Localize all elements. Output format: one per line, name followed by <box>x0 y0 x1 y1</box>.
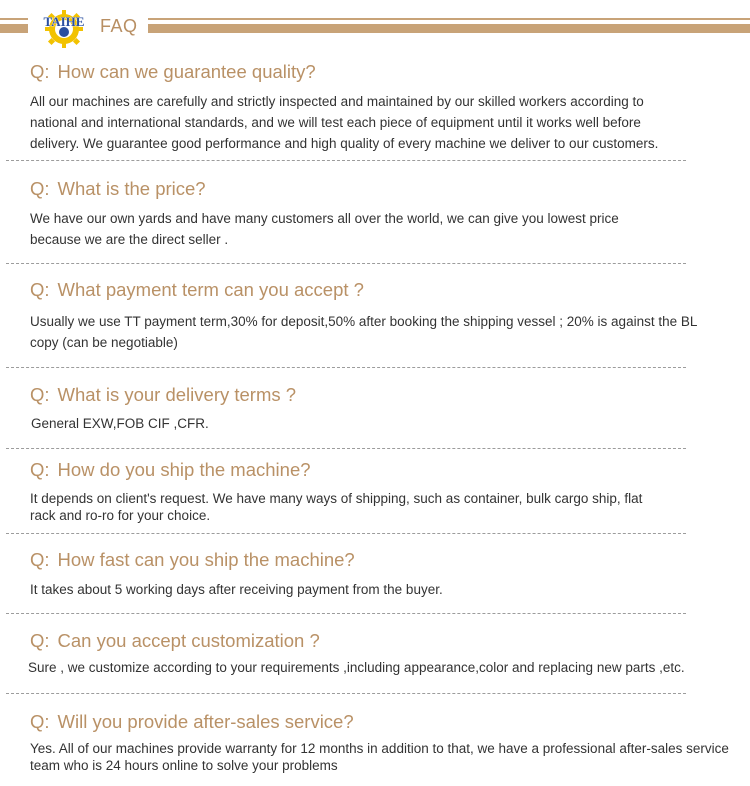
answer-line: It depends on client's request. We have many ways of shipping, such as container, bulk cargo ship, flat <box>30 491 643 506</box>
q-prefix: Q: <box>30 384 50 405</box>
question-text: Can you accept customization ? <box>57 630 320 651</box>
faq-answer <box>28 657 685 678</box>
faq-question <box>30 459 311 481</box>
faq-answer <box>30 579 443 600</box>
faq-answer <box>30 91 658 154</box>
answer-line: Usually we use TT payment term,30% for deposit,50% after booking the shipping vessel ; 20% is against the BL <box>30 314 698 329</box>
q-prefix: Q: <box>30 711 50 732</box>
question-text: How fast can you ship the machine? <box>57 549 355 570</box>
answer-line: All our machines are carefully and strictly inspected and maintained by our skilled workers according to <box>30 94 644 109</box>
faq-question <box>30 630 320 652</box>
answer-line: national and international standards, and we will test each piece of equipment until it works well before <box>30 115 641 130</box>
faq-question <box>30 178 206 200</box>
dashed-divider <box>6 693 686 694</box>
header-rule-left-thin <box>0 18 28 20</box>
question-text: What is the price? <box>57 178 206 199</box>
q-prefix: Q: <box>30 178 50 199</box>
q-prefix: Q: <box>30 549 50 570</box>
dashed-divider <box>6 160 686 161</box>
q-prefix: Q: <box>30 279 50 300</box>
question-text: Will you provide after-sales service? <box>57 711 354 732</box>
dashed-divider <box>6 533 686 534</box>
dashed-divider <box>6 448 686 449</box>
answer-line: team who is 24 hours online to solve your problems <box>30 758 338 773</box>
faq-answer <box>30 208 619 250</box>
page-title: FAQ <box>100 16 138 36</box>
taihe-logo-icon <box>36 4 92 50</box>
header-rule-left-thick <box>0 24 28 33</box>
answer-line: rack and ro-ro for your choice. <box>30 508 211 523</box>
faq-question <box>30 384 296 406</box>
answer-line: delivery. We guarantee good performance and high quality of every machine we deliver to our customers. <box>30 136 659 151</box>
question-text: What is your delivery terms ? <box>57 384 297 405</box>
faq-question <box>30 279 364 301</box>
logo-wordmark: TAIHE <box>43 14 85 29</box>
dashed-divider <box>6 367 686 368</box>
answer-line: We have our own yards and have many customers all over the world, we can give you lowest price <box>30 211 619 226</box>
header-rule-right-thin <box>148 18 750 20</box>
answer-line: copy (can be negotiable) <box>30 335 178 350</box>
dashed-divider <box>6 613 686 614</box>
faq-question <box>30 711 354 733</box>
q-prefix: Q: <box>30 459 50 480</box>
faq-answer <box>31 413 209 434</box>
faq-question <box>30 61 316 83</box>
answer-line: Yes. All of our machines provide warranty for 12 months in addition to that, we have a professional after-sales service <box>30 741 729 756</box>
q-prefix: Q: <box>30 630 50 651</box>
faq-answer <box>30 311 697 353</box>
answer-line: because we are the direct seller . <box>30 232 229 247</box>
faq-answer <box>30 740 750 774</box>
answer-line: It takes about 5 working days after receiving payment from the buyer. <box>30 582 443 597</box>
answer-line: General EXW,FOB CIF ,CFR. <box>31 416 209 431</box>
question-text: How can we guarantee quality? <box>57 61 316 82</box>
q-prefix: Q: <box>30 61 50 82</box>
faq-question <box>30 549 355 571</box>
header-rule-right-thick <box>148 24 750 33</box>
question-text: What payment term can you accept ? <box>57 279 364 300</box>
answer-line: Sure , we customize according to your requirements ,including appearance,color and replacing new parts ,etc. <box>28 660 685 675</box>
question-text: How do you ship the machine? <box>57 459 311 480</box>
faq-answer <box>30 490 642 524</box>
dashed-divider <box>6 263 686 264</box>
